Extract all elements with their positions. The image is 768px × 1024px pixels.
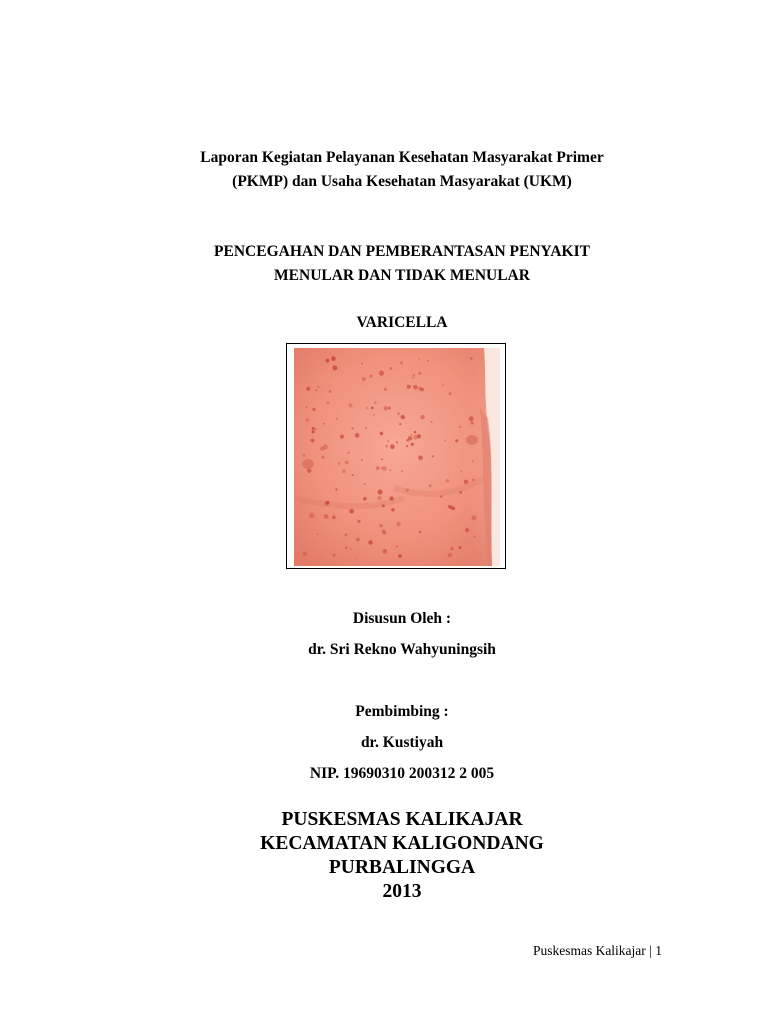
program-title <box>0 240 768 288</box>
page-footer: Puskesmas Kalikajar | 1 <box>532 943 662 958</box>
author-name: dr. Sri Rekno Wahyuningsih <box>308 641 496 658</box>
program-title-line-1: PENCEGAHAN DAN PEMBERANTASAN PENYAKIT <box>214 243 590 260</box>
report-title <box>0 146 768 194</box>
institution-regency: PURBALINGGA <box>328 857 476 878</box>
mentor-name: dr. Kustiyah <box>360 734 444 751</box>
varicella-photo-frame <box>286 343 506 569</box>
author-label: Disusun Oleh : <box>352 610 452 627</box>
report-year: 2013 <box>382 881 422 902</box>
topic-heading: VARICELLA <box>356 314 448 331</box>
mentor-nip: NIP. 19690310 200312 2 005 <box>309 765 495 782</box>
institution-block <box>0 808 768 904</box>
mentor-label: Pembimbing : <box>355 703 449 720</box>
report-title-line-2: (PKMP) dan Usaha Kesehatan Masyarakat (UKM) <box>232 173 572 190</box>
institution-name: PUSKESMAS KALIKAJAR <box>281 809 523 830</box>
report-title-line-1: Laporan Kegiatan Pelayanan Kesehatan Masyarakat Primer <box>200 149 604 166</box>
varicella-skin-photo <box>294 348 500 566</box>
institution-district: KECAMATAN KALIGONDANG <box>260 833 544 854</box>
program-title-line-2: MENULAR DAN TIDAK MENULAR <box>274 267 530 284</box>
